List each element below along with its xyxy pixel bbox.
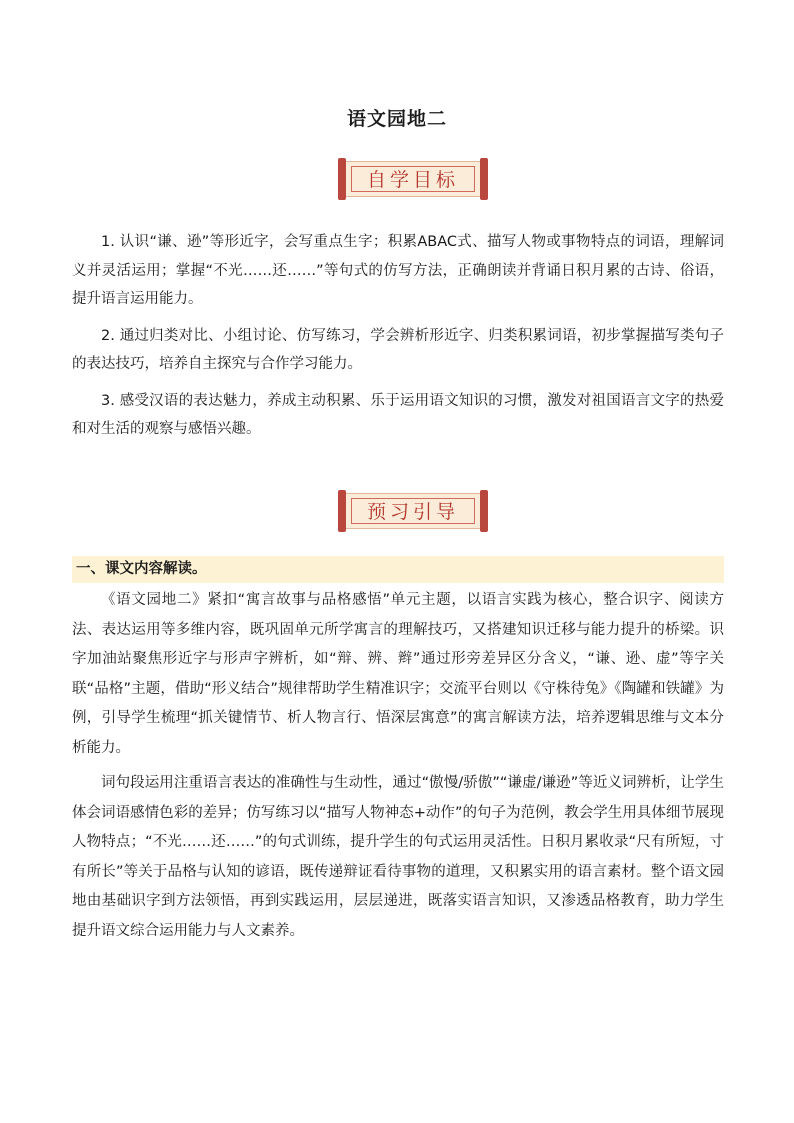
body-paragraph: 《语文园地二》紧扣“寓言故事与品格感悟”单元主题，以语言实践为核心，整合识字、阅读方法、表达运用等多维内容，既巩固单元所学寓言的理解技巧，又搭建知识迁移与能力提升的桥梁。识字加油站聚焦形近字与形声字辨析，如“辩、辨、辫”通过形旁差异区分含义，“谦、逊、虚”等字关联“品格”主题，借助“形义结合”规律帮助学生精准识字；交流平台则以《守株待兔》《陶罐和铁罐》为例，引导学生梳理“抓关键情节、析人物言行、悟深层寓意”的寓言解读方法，培养逻辑思维与文本分析能力。 <box>72 592 724 756</box>
scroll-paper <box>346 161 480 197</box>
page-title: 语文园地二 <box>346 108 447 130</box>
preview-guide-label: 预习引导 <box>351 498 475 524</box>
scroll-rod-left <box>338 158 346 200</box>
scroll-paper <box>346 493 480 529</box>
self-study-goals-banner <box>338 158 488 200</box>
self-study-goals-label: 自学目标 <box>351 166 475 192</box>
body-paragraph: 词句段运用注重语言表达的准确性与生动性，通过“傲慢/骄傲”“谦虚/谦逊”等近义词辨析，让学生体会词语感情色彩的差异；仿写练习以“描写人物神态+动作”的句子为范例，教会学生用具体细节展现人物特点；“不光……还……”的句式训练，提升学生的句式运用灵活性。日积月累收录“尺有所短，寸有所长”等关于品格与认知的谚语，既传递辩证看待事物的道理，又积累实用的语言素材。整个语文园地由基础识字到方法领悟，再到实践运用，层层递进，既落实语言知识，又渗透品格教育，助力学生提升语文综合运用能力与人文素养。 <box>72 775 724 939</box>
goal-item: 2. 通过归类对比、小组讨论、仿写练习，学会辨析形近字、归类积累词语，初步掌握描写类句子的表达技巧，培养自主探究与合作学习能力。 <box>72 327 724 372</box>
scroll-rod-right <box>480 490 488 532</box>
goals-list <box>72 228 724 452</box>
goal-item: 1. 认识“谦、逊”等形近字，会写重点生字；积累ABAC式、描写人物或事物特点的词语，理解词义并灵活运用；掌握“不光……还……”等句式的仿写方法，正确朗读并背诵日积月累的古诗、俗语，提升语言运用能力。 <box>72 234 724 307</box>
section-heading: 一、课文内容解读。 <box>72 556 724 583</box>
scroll-rod-left <box>338 490 346 532</box>
content-interpretation <box>72 586 724 952</box>
preview-guide-banner <box>338 490 488 532</box>
scroll-rod-right <box>480 158 488 200</box>
goal-item: 3. 感受汉语的表达魅力，养成主动积累、乐于运用语文知识的习惯，激发对祖国语言文字的热爱和对生活的观察与感悟兴趣。 <box>72 392 724 437</box>
